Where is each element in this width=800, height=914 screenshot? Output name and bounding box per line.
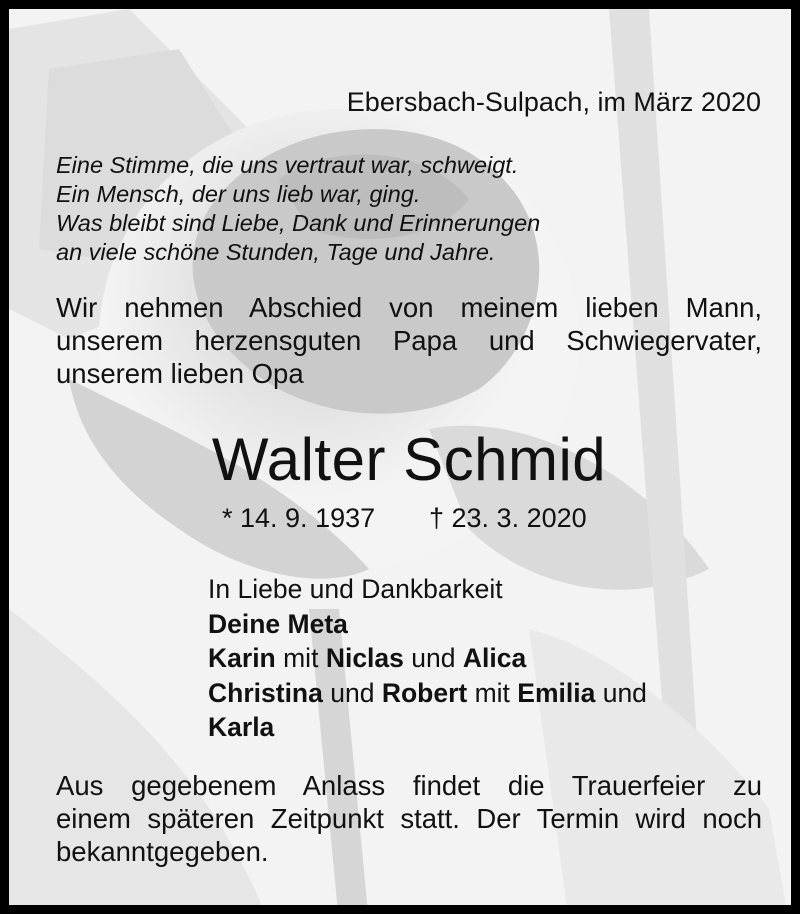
word: Papa (392, 325, 458, 356)
word: Mann, (685, 292, 763, 323)
farewell-line-3: unserem lieben Opa (56, 358, 304, 389)
closing-line-2 (56, 802, 762, 835)
poem (56, 151, 540, 267)
connector: mit (275, 643, 326, 673)
word: Trauerfeier (571, 770, 706, 801)
word: Wir (56, 292, 98, 323)
deceased-name: Walter Schmid (211, 426, 607, 493)
poem-line: Ein Mensch, der uns lieb war, ging. (56, 181, 421, 207)
word: findet (412, 770, 481, 801)
place-and-date: Ebersbach-Sulpach, im März 2020 (346, 87, 761, 117)
word: und (488, 325, 535, 356)
closing-line-1 (56, 769, 762, 802)
closing-line-3: bekanntgegeben. (56, 836, 269, 867)
connector: und (322, 677, 382, 708)
word: Zeitpunkt (270, 803, 384, 834)
word: herzensguten (194, 325, 362, 356)
word: lieben (585, 292, 659, 323)
signature-line (208, 710, 647, 745)
birth-date: * 14. 9. 1937 (222, 503, 376, 533)
connector: mit (467, 677, 518, 708)
word: Schwiegervater, (566, 325, 762, 356)
word: wird (635, 803, 686, 834)
word: noch (702, 803, 763, 834)
signature-line (208, 607, 647, 642)
word: einem (56, 803, 131, 834)
signature-intro: In Liebe und Dankbarkeit (208, 574, 503, 604)
farewell-paragraph (56, 291, 762, 390)
family-name: Emilia (517, 677, 596, 708)
word: von (389, 292, 434, 323)
word: Abschied (249, 292, 363, 323)
word: gegebenem (131, 770, 277, 801)
family-name: Robert (381, 677, 468, 708)
word: die (507, 770, 545, 801)
word: Aus (56, 770, 104, 801)
family-name: Alica (462, 643, 527, 673)
farewell-line-1 (56, 291, 762, 324)
family-name: Christina (208, 677, 323, 708)
poem-line: an viele schöne Stunden, Tage und Jahre. (56, 239, 496, 265)
family-name: Karin (208, 643, 276, 673)
death-date: † 23. 3. 2020 (429, 503, 587, 533)
poem-line: Eine Stimme, die uns vertraut war, schweigt. (56, 152, 519, 178)
word: statt. (400, 803, 460, 834)
family-name: Niclas (325, 643, 404, 673)
signature-line (208, 641, 647, 676)
connector: und (595, 677, 647, 708)
family-name: Deine Meta (208, 608, 348, 639)
family-name: Karla (208, 712, 275, 742)
word: Anlass (302, 770, 386, 801)
word: späteren (147, 803, 255, 834)
word: unserem (56, 325, 163, 356)
word: Termin (536, 803, 620, 834)
farewell-line-2 (56, 324, 762, 357)
word: Der (476, 803, 521, 834)
closing-paragraph (56, 769, 762, 868)
word: nehmen (124, 292, 224, 323)
signature-line (208, 676, 647, 711)
family-signature (208, 572, 647, 745)
word: zu (732, 770, 763, 801)
word: meinem (460, 292, 559, 323)
poem-line: Was bleibt sind Liebe, Dank und Erinnerungen (56, 210, 541, 236)
connector: und (403, 643, 463, 673)
